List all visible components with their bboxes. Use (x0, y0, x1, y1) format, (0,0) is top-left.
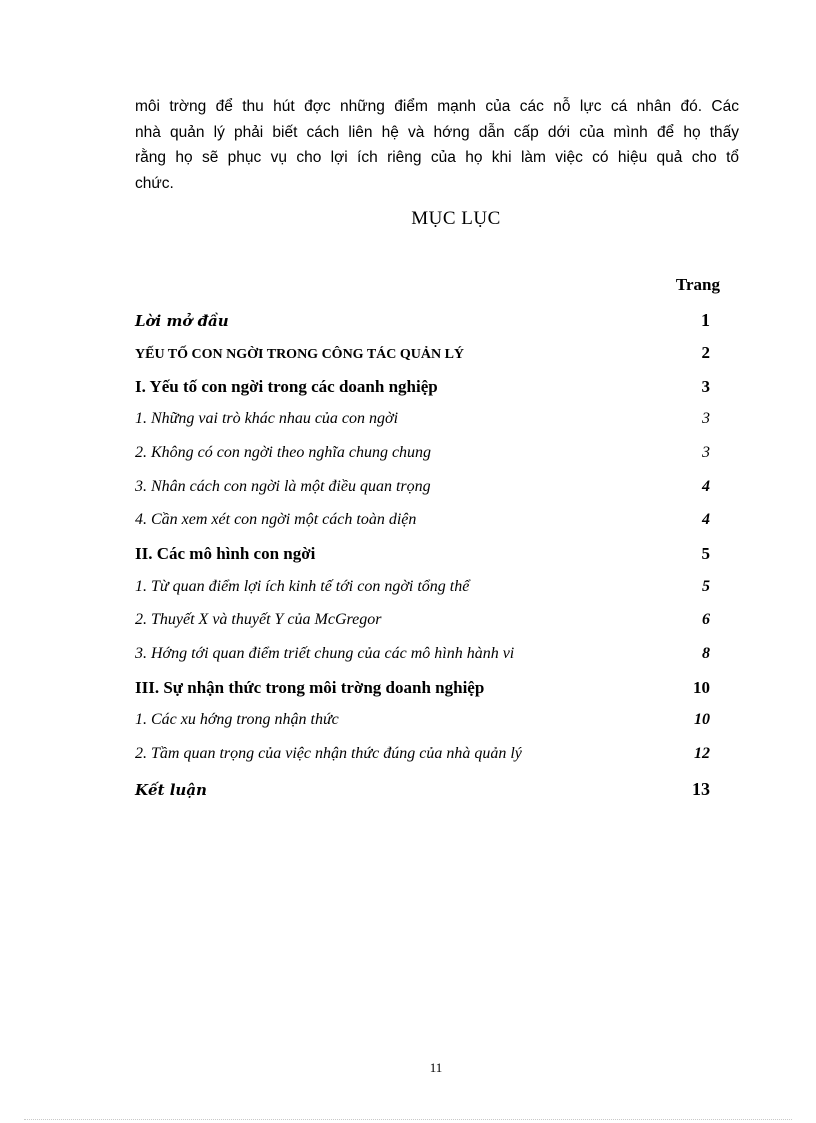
toc-entry-page: 12 (694, 745, 710, 762)
intro-line: chức. (135, 174, 174, 192)
toc-entry-title: 2. Thuyết X và thuyết Y của McGregor (135, 611, 382, 628)
intro-line: môi trờng để thu hút đợc những điểm mạnh của các nỗ lực cá nhân đó. Các (135, 98, 739, 115)
toc-entry-subsection (135, 511, 710, 535)
toc-entry-title: 3. Hớng tới quan điểm triết chung của các mô hình hành vi (135, 645, 515, 662)
page-bottom-divider (24, 1119, 792, 1120)
toc-entry-title: 2. Tầm quan trọng của việc nhận thức đúng của nhà quản lý (135, 745, 522, 762)
intro-line: nhà quản lý phải biết cách liên hệ và hớng dẫn cấp dới của mình để họ thấy (135, 123, 739, 141)
toc-entry-loi-mo-dau (135, 310, 710, 334)
toc-entry-page: 5 (702, 578, 710, 595)
toc-entry-page: 4 (702, 511, 710, 528)
toc-entry-page: 8 (702, 645, 710, 662)
toc-entry-subsection (135, 645, 710, 669)
toc-entry-page: 3 (702, 444, 710, 461)
toc-entry-section-2 (135, 544, 710, 568)
toc-entry-title: 1. Từ quan điểm lợi ích kinh tế tới con ngời tổng thể (135, 578, 470, 595)
toc-entry-chapter (135, 343, 710, 367)
page-number: 11 (429, 1060, 443, 1075)
toc-entry-page: 6 (702, 611, 710, 628)
toc-entry-subsection (135, 611, 710, 635)
toc-entry-title: II. Các mô hình con ngời (135, 544, 316, 563)
toc-entry-subsection (135, 745, 710, 769)
toc-entry-subsection (135, 711, 710, 735)
toc-entry-title: Lời mở đầu (135, 312, 229, 330)
toc-entry-page: 5 (701, 544, 710, 563)
toc-entry-ket-luan (135, 779, 710, 803)
toc-title: MỤC LỤC (411, 208, 501, 229)
toc-entry-page: 3 (701, 377, 710, 396)
toc-entry-subsection (135, 578, 710, 602)
toc-entry-subsection (135, 444, 710, 468)
toc-entry-title: 2. Không có con ngời theo nghĩa chung chung (135, 444, 432, 461)
toc-entry-subsection (135, 410, 710, 434)
toc-entry-page: 10 (693, 678, 710, 697)
toc-entry-title: 1. Các xu hớng trong nhận thức (135, 711, 339, 728)
toc-entry-section-3 (135, 678, 710, 702)
toc-entry-page: 10 (694, 711, 710, 728)
toc-entry-page: 4 (702, 478, 710, 495)
toc-entry-page: 2 (701, 343, 710, 362)
toc-entry-title: YẾU TỐ CON NGỜI TRONG CÔNG TÁC QUẢN LÝ (135, 347, 465, 362)
toc-entry-section-1 (135, 377, 710, 401)
toc-page-header: Trang (675, 275, 720, 294)
toc-entry-title: 1. Những vai trò khác nhau của con ngời (135, 410, 399, 427)
toc-entry-title: 4. Cần xem xét con ngời một cách toàn diện (135, 511, 417, 528)
toc-entry-title: 3. Nhân cách con ngời là một điều quan trọng (135, 478, 431, 495)
toc-entry-title: Kết luận (135, 781, 207, 799)
toc-entry-subsection (135, 478, 710, 502)
toc-entry-title: I. Yếu tố con ngời trong các doanh nghiệp (135, 377, 438, 396)
toc-entry-title: III. Sự nhận thức trong môi trờng doanh nghiệp (135, 678, 485, 697)
toc-entry-page: 3 (702, 410, 710, 427)
intro-paragraph (135, 94, 739, 196)
intro-line: rằng họ sẽ phục vụ cho lợi ích riêng của họ khi làm việc có hiệu quả cho tổ (135, 149, 739, 166)
toc-entry-page: 1 (701, 310, 710, 330)
toc-entry-page: 13 (692, 779, 710, 799)
